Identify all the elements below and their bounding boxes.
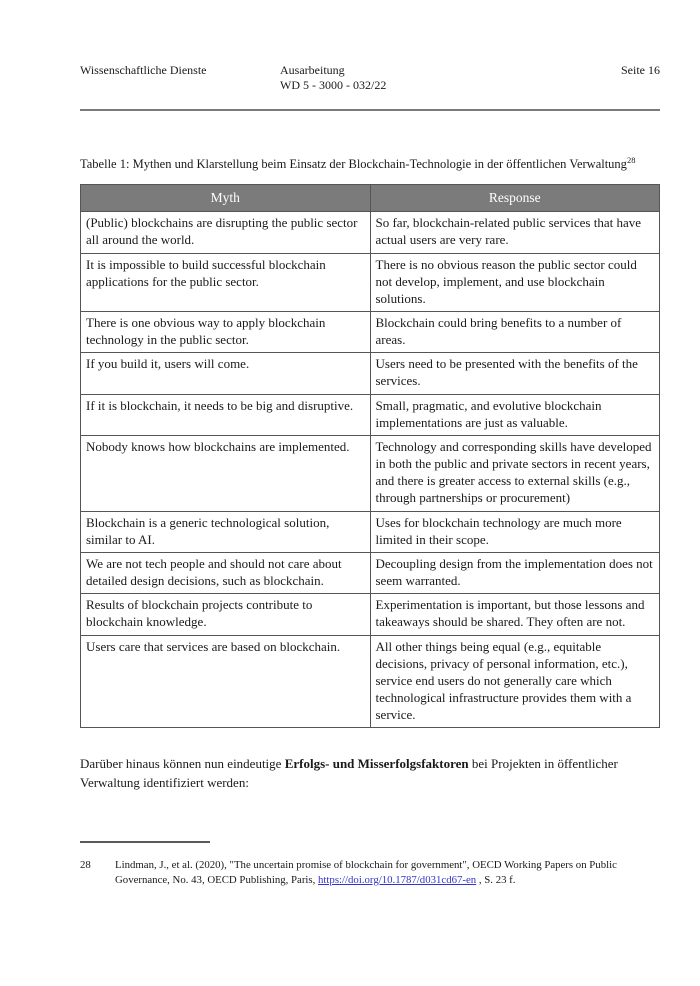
- myth-cell: Results of blockchain projects contribute to blockchain knowledge.: [81, 594, 371, 635]
- footnote: [80, 858, 660, 887]
- column-header-myth: Myth: [81, 185, 371, 212]
- response-cell: Uses for blockchain technology are much more limited in their scope.: [370, 511, 660, 552]
- response-cell: Experimentation is important, but those lessons and takeaways should be shared. They often are not.: [370, 594, 660, 635]
- footnote-number: 28: [80, 859, 91, 871]
- footnote-citation-end: , S. 23 f.: [476, 873, 516, 886]
- myth-cell: If you build it, users will come.: [81, 353, 371, 394]
- table-row: [81, 253, 660, 311]
- paragraph-text-end: bei Projekten in öffentlicher Verwaltung identifiziert werden:: [80, 756, 618, 791]
- myth-cell: Users care that services are based on blockchain.: [81, 635, 371, 728]
- myth-cell: It is impossible to build successful blockchain applications for the public sector.: [81, 253, 371, 311]
- response-cell: Blockchain could bring benefits to a number of areas.: [370, 312, 660, 353]
- caption-footnote-ref: 28: [626, 155, 636, 165]
- header-document-type: [280, 63, 386, 92]
- header-page-number: Seite 16: [621, 63, 660, 77]
- header-doc-number: WD 5 - 3000 - 032/22: [280, 77, 387, 92]
- myth-response-table: [80, 184, 660, 728]
- table-row: [81, 552, 660, 593]
- footnote-citation-start: Lindman, J., et al. (2020), "The uncertain promise of blockchain for government", OECD Working Papers on Public Governance, No. 43, OECD Publishing, Paris,: [115, 859, 617, 886]
- footnote-rule: [80, 841, 210, 843]
- myth-cell: (Public) blockchains are disrupting the public sector all around the world.: [81, 212, 371, 253]
- body-paragraph: [80, 755, 660, 793]
- header-doc-type-line: Ausarbeitung: [280, 63, 345, 77]
- paragraph-text-start: Darüber hinaus können nun eindeutige: [80, 756, 285, 772]
- table-row: [81, 353, 660, 394]
- header-organization: Wissenschaftliche Dienste: [80, 63, 207, 77]
- myth-cell: Blockchain is a generic technological solution, similar to AI.: [81, 511, 371, 552]
- table-row: [81, 212, 660, 253]
- table-row: [81, 511, 660, 552]
- table-caption: [80, 155, 660, 172]
- header-rule: [80, 109, 660, 111]
- footnote-area: [80, 841, 660, 887]
- myth-cell: There is one obvious way to apply blockchain technology in the public sector.: [81, 312, 371, 353]
- table-caption-text: Tabelle 1: Mythen und Klarstellung beim Einsatz der Blockchain-Technologie in der öffentlichen Verwaltung: [80, 157, 627, 172]
- table-header-row: [81, 185, 660, 212]
- response-cell: There is no obvious reason the public sector could not develop, implement, and use blockchain solutions.: [370, 253, 660, 311]
- table-row: [81, 635, 660, 728]
- response-cell: Technology and corresponding skills have developed in both the public and private sectors in recent years, and there is greater access to external skills (e.g., through partnerships or procurement): [370, 435, 660, 511]
- myth-cell: We are not tech people and should not care about detailed design decisions, such as blockchain.: [81, 552, 371, 593]
- response-cell: All other things being equal (e.g., equitable decisions, privacy of personal information, etc.), service end users do not generally care which technological infrastructure provides them with a service.: [370, 635, 660, 728]
- table-row: [81, 435, 660, 511]
- response-cell: Decoupling design from the implementation does not seem warranted.: [370, 552, 660, 593]
- response-cell: Users need to be presented with the benefits of the services.: [370, 353, 660, 394]
- paragraph-bold-phrase: Erfolgs- und Misserfolgsfaktoren: [284, 756, 469, 772]
- column-header-response: Response: [370, 185, 660, 212]
- myth-cell: Nobody knows how blockchains are implemented.: [81, 435, 371, 511]
- table-row: [81, 594, 660, 635]
- doi-link[interactable]: https://doi.org/10.1787/d031cd67-en: [318, 873, 477, 886]
- response-cell: Small, pragmatic, and evolutive blockchain implementations are just as valuable.: [370, 394, 660, 435]
- response-cell: So far, blockchain-related public services that have actual users are very rare.: [370, 212, 660, 253]
- footnote-text: [115, 858, 660, 887]
- table-row: [81, 394, 660, 435]
- table-row: [81, 312, 660, 353]
- page-header: [80, 63, 660, 93]
- myth-cell: If it is blockchain, it needs to be big and disruptive.: [81, 394, 371, 435]
